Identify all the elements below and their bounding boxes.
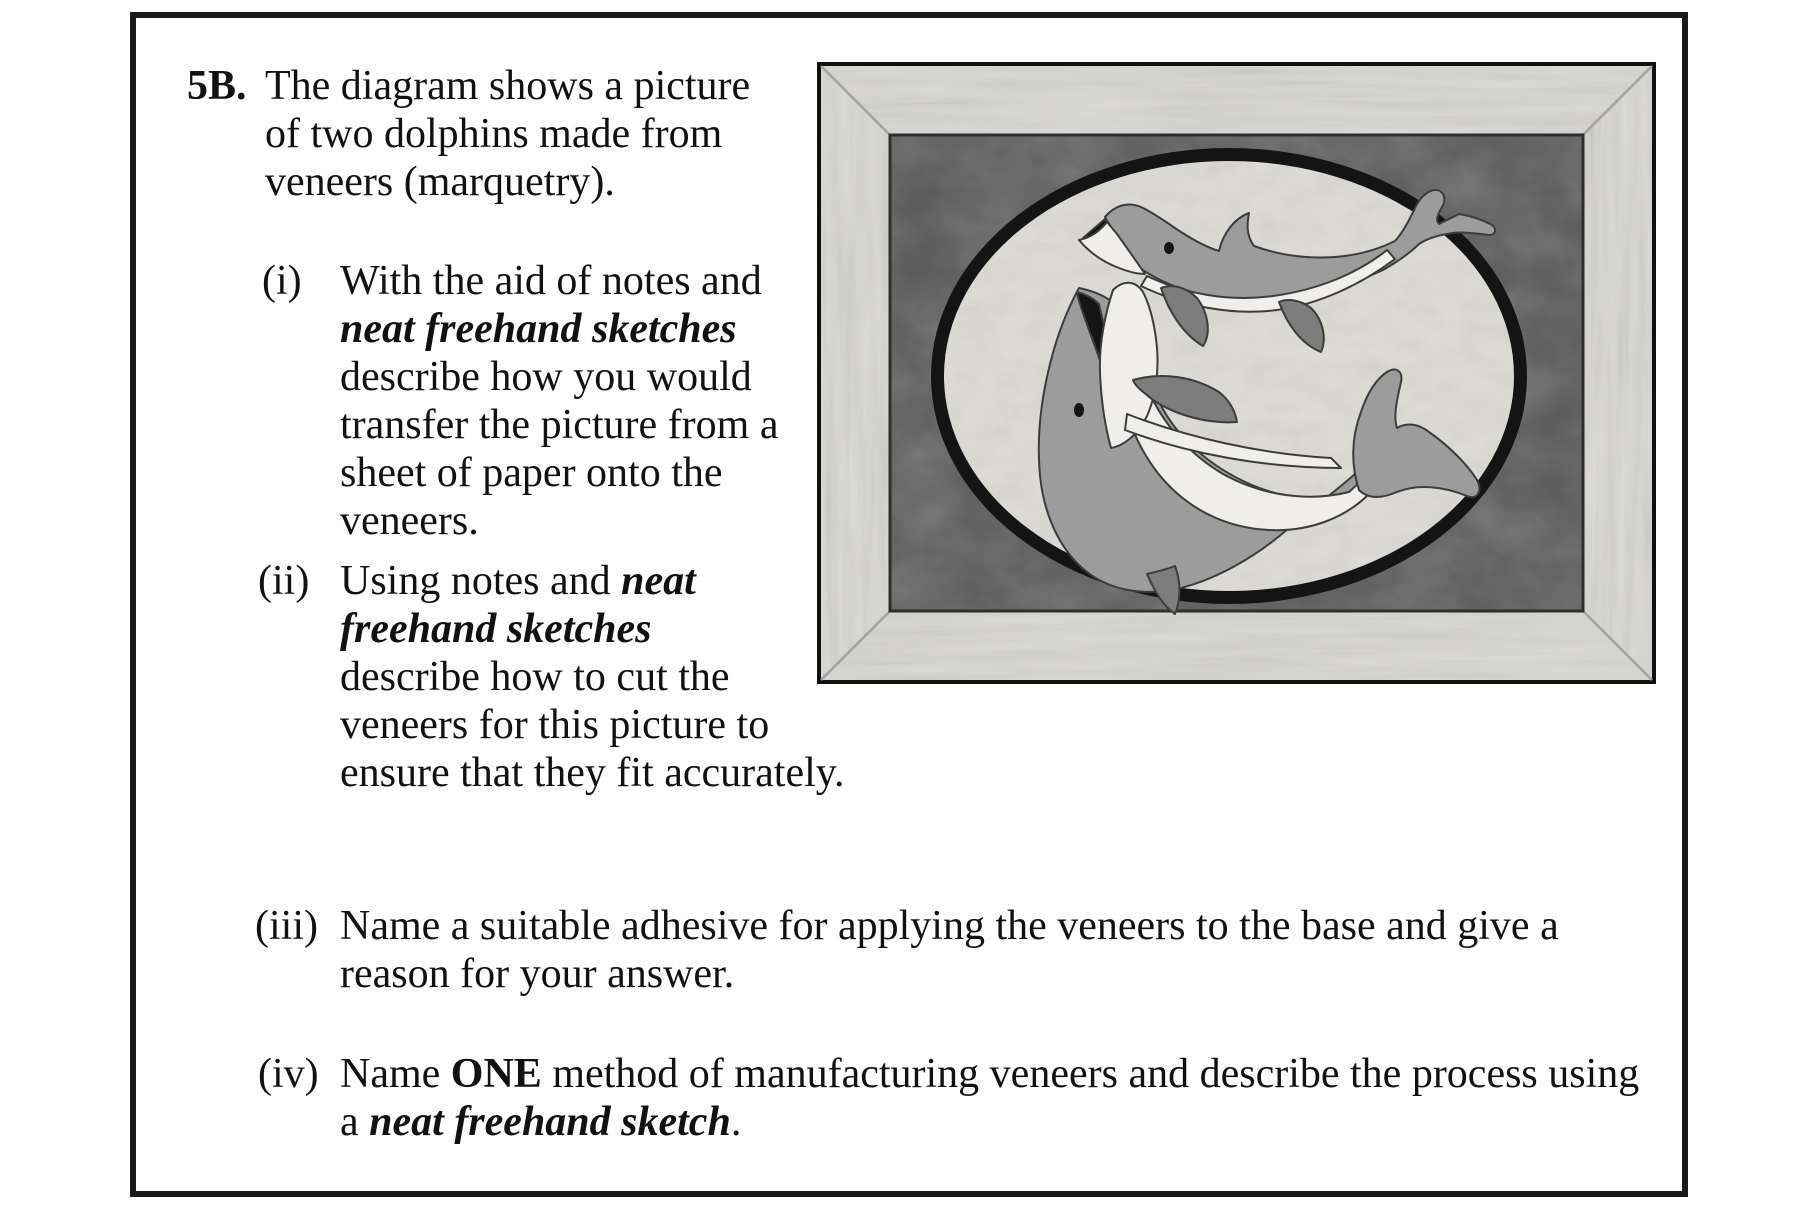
part-i-line: transfer the picture from a xyxy=(340,402,779,448)
part-iv-segment: Name xyxy=(340,1051,451,1097)
part-i-line: With the aid of notes and xyxy=(340,258,762,304)
part-ii-text xyxy=(340,557,845,797)
part-iv-segment: method of manufacturing veneers and describe the process using xyxy=(541,1051,1640,1097)
frame-grain-right xyxy=(1583,66,1652,680)
part-iii-line: reason for your answer. xyxy=(340,951,735,997)
part-iii-line: Name a suitable adhesive for applying the veneers to the base and give a xyxy=(340,903,1559,949)
frame-grain-top xyxy=(821,66,1652,135)
part-iii-label: (iii) xyxy=(255,903,318,949)
part-iii-text xyxy=(340,902,1559,998)
part-ii-line: describe how to cut the xyxy=(340,654,730,700)
upper-dolphin-eye xyxy=(1164,242,1174,254)
part-i-line: sheet of paper onto the xyxy=(340,450,723,496)
part-ii-line xyxy=(340,557,845,605)
marquetry-picture xyxy=(817,62,1656,684)
part-iv-line xyxy=(340,1050,1639,1098)
part-i-text xyxy=(340,257,778,545)
part-iv-segment: neat freehand sketch xyxy=(369,1099,731,1145)
part-ii-segment: Using notes and xyxy=(340,558,622,604)
part-ii-label: (ii) xyxy=(258,558,310,604)
part-ii-line: freehand sketches xyxy=(340,606,652,652)
intro-line: The diagram shows a picture xyxy=(265,63,751,109)
part-ii-segment: neat xyxy=(621,558,696,604)
question-intro xyxy=(265,62,750,206)
lower-dolphin-eye xyxy=(1074,403,1084,417)
part-iv-segment: . xyxy=(730,1099,742,1145)
intro-line: of two dolphins made from xyxy=(265,111,723,157)
part-ii-line: ensure that they fit accurately. xyxy=(340,750,845,796)
part-iv-text xyxy=(340,1050,1639,1146)
frame-grain-left xyxy=(821,66,890,680)
part-iv-label: (iv) xyxy=(258,1051,319,1097)
part-i-line: describe how you would xyxy=(340,354,752,400)
part-i-line: neat freehand sketches xyxy=(340,306,737,352)
part-iv-segment: a xyxy=(340,1099,370,1145)
intro-line: veneers (marquetry). xyxy=(265,159,615,205)
part-iv-line xyxy=(340,1098,1639,1146)
question-number: 5B. xyxy=(187,63,247,109)
frame-grain-bottom xyxy=(821,611,1652,680)
part-i-line: veneers. xyxy=(340,498,479,544)
part-ii-line: veneers for this picture to xyxy=(340,702,770,748)
part-iv-segment: ONE xyxy=(450,1051,542,1097)
dolphin-marquetry-figure xyxy=(817,62,1656,684)
part-i-label: (i) xyxy=(262,258,302,304)
